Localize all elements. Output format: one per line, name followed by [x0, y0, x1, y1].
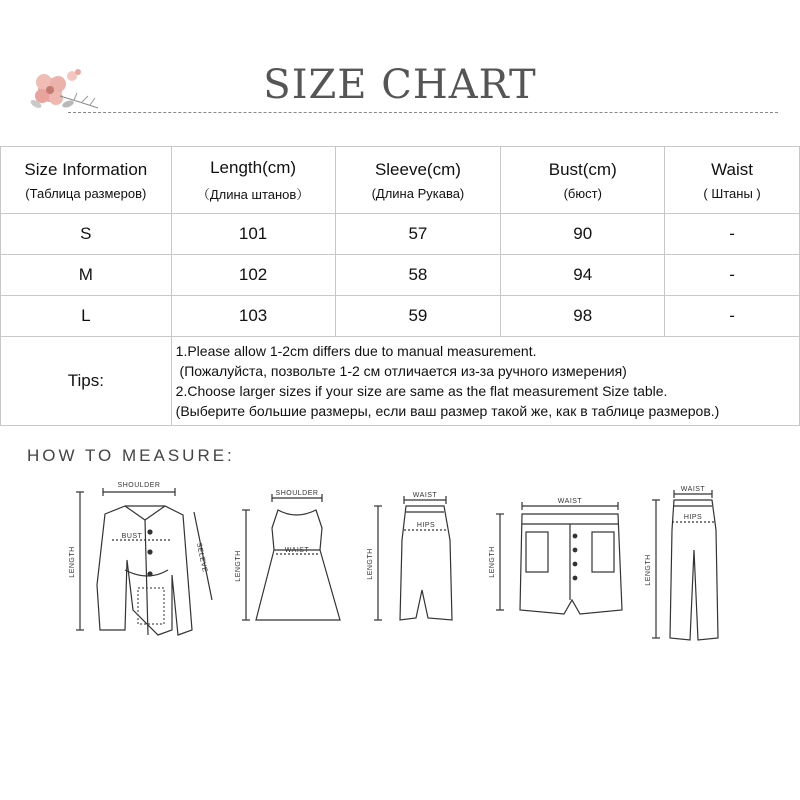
waist-label: WAIST [284, 547, 310, 554]
header-sub: ( Штаны ) [703, 185, 761, 201]
garment-illustrations [0, 470, 800, 650]
table-cell: 57 [335, 214, 501, 255]
table-cell: M [1, 255, 172, 296]
table-cell: 94 [501, 255, 665, 296]
sleeve-label: SELEVE [194, 542, 209, 574]
table-cell: - [665, 255, 800, 296]
tips-row [1, 337, 800, 426]
header [0, 0, 800, 135]
table-cell: 90 [501, 214, 665, 255]
bust-label: BUST [121, 533, 143, 540]
pants-icon [652, 490, 718, 640]
header-sub: (Длина Рукава) [371, 185, 465, 201]
table-cell: - [665, 296, 800, 337]
header-sub: (бюст) [563, 185, 602, 201]
header-main: Waist [711, 159, 754, 179]
tip-line: 2.Choose larger sizes if your size are same as the flat measurement Size table. [175, 383, 668, 399]
waist-label: WAIST [680, 486, 706, 493]
size-table [0, 146, 800, 426]
table-row [1, 214, 800, 255]
tip-line: (Выберите большие размеры, если ваш размер такой же, как в таблице размеров.) [175, 403, 720, 419]
table-cell: S [1, 214, 172, 255]
length-label: LENGTH [235, 550, 242, 582]
header-main: Length(cm) [210, 157, 297, 177]
tips-text [171, 337, 799, 426]
skirt-icon [374, 496, 452, 620]
header-cell [665, 147, 800, 214]
shoulder-label: SHOULDER [117, 482, 161, 489]
header-main: Sleeve(cm) [374, 159, 461, 179]
waist-label: WAIST [412, 492, 438, 499]
header-sub: （Длина штанов） [196, 186, 310, 202]
tip-line: (Пожалуйста, позвольте 1-2 см отличается из-за ручного измерения) [175, 363, 627, 379]
length-label: LENGTH [69, 546, 76, 578]
jacket-icon [76, 488, 212, 635]
page-title: SIZE CHART [263, 62, 537, 108]
header-cell [171, 147, 335, 214]
shorts-icon [496, 502, 622, 614]
title-divider [68, 112, 778, 113]
header-cell [501, 147, 665, 214]
table-cell: 58 [335, 255, 501, 296]
table-cell: 102 [171, 255, 335, 296]
length-label: LENGTH [489, 546, 496, 578]
header-sub: (Таблица размеров) [25, 185, 147, 201]
header-main: Bust(cm) [548, 159, 617, 179]
table-cell: 103 [171, 296, 335, 337]
table-cell: 59 [335, 296, 501, 337]
length-label: LENGTH [367, 548, 374, 580]
table-cell: L [1, 296, 172, 337]
how-to-measure-title: HOW TO MEASURE: [27, 446, 235, 465]
header-cell [1, 147, 172, 214]
table-row [1, 255, 800, 296]
table-header-row [1, 147, 800, 214]
table-cell: 101 [171, 214, 335, 255]
length-label: LENGTH [645, 554, 652, 586]
hips-label: HIPS [683, 514, 703, 521]
table-row [1, 296, 800, 337]
shoulder-label: SHOULDER [275, 490, 319, 497]
tips-label: Tips: [1, 337, 172, 426]
waist-label: WAIST [557, 498, 583, 505]
hips-label: HIPS [416, 522, 436, 529]
header-cell [335, 147, 501, 214]
table-cell: 98 [501, 296, 665, 337]
dress-icon [242, 494, 340, 620]
table-cell: - [665, 214, 800, 255]
tip-line: 1.Please allow 1-2cm differs due to manual measurement. [175, 343, 537, 359]
header-main: Size Information [24, 159, 148, 179]
